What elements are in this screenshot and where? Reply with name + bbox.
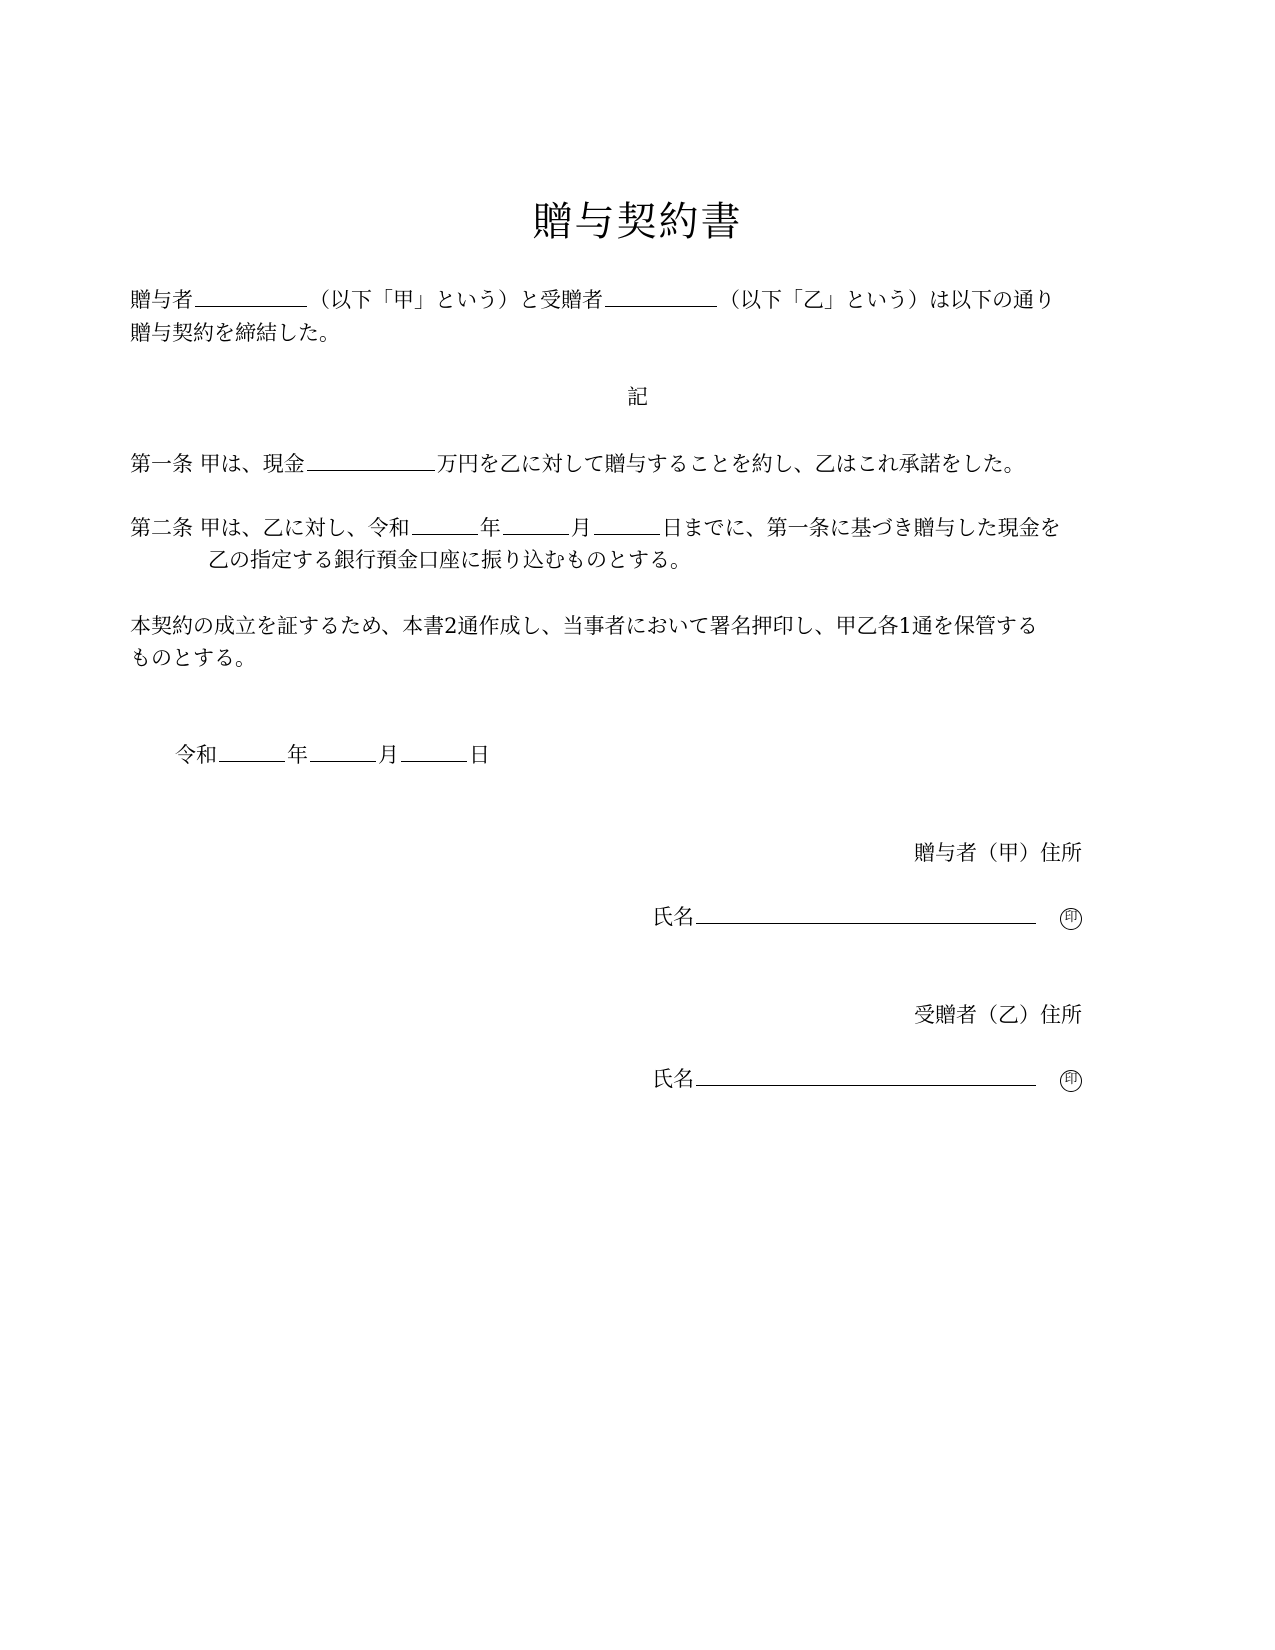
intro-middle-text: （以下「甲」という）と受贈者	[309, 288, 603, 312]
intro-donor-label: 贈与者	[130, 288, 193, 312]
article-2-line-1	[130, 513, 1061, 543]
ki-heading: 記	[627, 385, 648, 409]
article-2-end: 日までに、第一条に基づき贈与した現金を	[661, 516, 1061, 540]
date-year: 年	[287, 743, 308, 767]
article-2-month-blank	[503, 533, 569, 535]
donor-signature-blank	[696, 922, 1036, 924]
date-month: 月	[378, 743, 399, 767]
donee-seal-text: 印	[1064, 1071, 1078, 1087]
date-day: 日	[469, 743, 490, 767]
donee-name-line	[652, 1064, 1082, 1094]
article-2-year-blank	[412, 533, 478, 535]
article-2-start: 第二条 甲は、乙に対し、令和	[130, 516, 410, 540]
article-2-day-blank	[594, 533, 660, 535]
donor-name-line	[652, 902, 1082, 932]
donee-address-label: 受贈者（乙）住所	[914, 1003, 1082, 1027]
donee-name-label: 氏名	[652, 1067, 694, 1091]
date-month-blank	[310, 760, 376, 762]
donor-seal-text: 印	[1064, 909, 1078, 925]
intro-line-2: 贈与契約を締結した。	[130, 321, 340, 345]
article-1-end: 万円を乙に対して贈与することを約し、乙はこれ承諾をした。	[436, 452, 1025, 476]
intro-end-text: （以下「乙」という）は以下の通り	[719, 288, 1055, 312]
article-1	[130, 449, 1025, 479]
article-1-start: 第一条 甲は、現金	[130, 452, 305, 476]
date-year-blank	[219, 760, 285, 762]
date-day-blank	[401, 760, 467, 762]
closing-line-2: ものとする。	[130, 646, 256, 670]
donor-name-blank	[195, 305, 307, 307]
donee-seal-icon	[1060, 1070, 1082, 1092]
article-2-month: 月	[570, 516, 592, 540]
closing-line-1: 本契約の成立を証するため、本書2通作成し、当事者において署名押印し、甲乙各1通を保管する	[130, 614, 1038, 638]
contract-date-line	[175, 740, 490, 770]
article-2-line-2: 乙の指定する銀行預金口座に振り込むものとする。	[208, 548, 691, 572]
donee-name-blank	[605, 305, 717, 307]
intro-line-1	[130, 285, 1055, 315]
document-title: 贈与契約書	[532, 199, 743, 245]
article-2-year: 年	[479, 516, 501, 540]
donee-signature-blank	[696, 1084, 1036, 1086]
donor-address-label: 贈与者（甲）住所	[914, 841, 1082, 865]
donor-seal-icon	[1060, 908, 1082, 930]
date-era: 令和	[175, 743, 217, 767]
amount-blank	[307, 469, 435, 471]
donor-name-label: 氏名	[652, 905, 694, 929]
